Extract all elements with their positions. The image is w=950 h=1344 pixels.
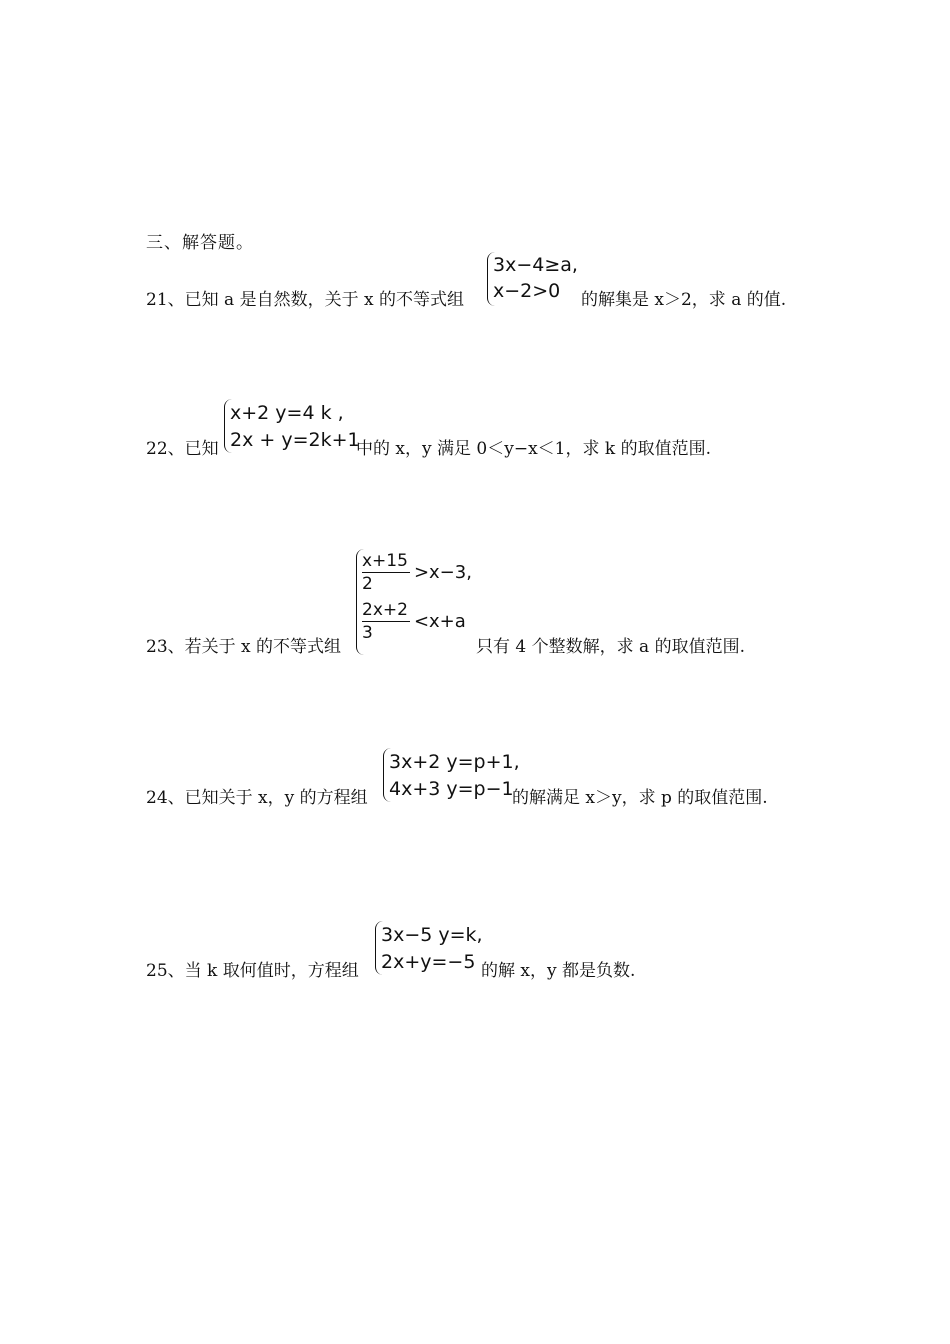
problem-24-equation-1: 3x+2 y=p+1, (389, 751, 520, 773)
section-title: 三、解答题。 (146, 233, 254, 253)
problem-23-fraction-2-numerator: 2x+2 (362, 600, 408, 620)
problem-22-equation-1: x+2 y=4 k , (230, 402, 344, 424)
problem-23-fraction-1 (362, 551, 410, 594)
problem-23-inequality-1 (362, 551, 472, 594)
problem-22-suffix: 中的 x，y 满足 0＜y−x＜1，求 k 的取值范围. (356, 439, 711, 459)
problem-25-equation-2: 2x+y=−5 (381, 951, 476, 973)
problem-23-inequality-2-rhs: <x+a (413, 611, 466, 632)
problem-24-prefix: 24、已知关于 x，y 的方程组 (146, 788, 368, 808)
problem-23-suffix: 只有 4 个整数解，求 a 的取值范围. (476, 637, 745, 657)
problem-25-equation-1: 3x−5 y=k, (381, 924, 483, 946)
problem-21-prefix: 21、已知 a 是自然数，关于 x 的不等式组 (146, 290, 464, 310)
problem-22-prefix: 22、已知 (146, 439, 219, 459)
problem-23-fraction-1-numerator: x+15 (362, 551, 408, 571)
problem-24-suffix: 的解满足 x＞y，求 p 的取值范围. (512, 788, 768, 808)
problem-25-suffix: 的解 x，y 都是负数. (481, 961, 636, 981)
problem-25-prefix: 25、当 k 取何值时，方程组 (146, 961, 359, 981)
problem-23-prefix: 23、若关于 x 的不等式组 (146, 637, 342, 657)
problem-23-fraction-2-denominator: 3 (362, 623, 373, 643)
problem-23-inequality-2 (362, 600, 466, 643)
problem-23-fraction-1-denominator: 2 (362, 574, 373, 594)
problem-21-suffix: 的解集是 x＞2，求 a 的值. (581, 290, 787, 310)
problem-24-equation-2: 4x+3 y=p−1 (389, 778, 514, 800)
problem-21-equation-2: x−2>0 (493, 280, 561, 302)
problem-23-fraction-2 (362, 600, 410, 643)
problem-22-equation-2: 2x + y=2k+1 (230, 429, 360, 451)
problem-23-inequality-1-rhs: >x−3, (413, 562, 472, 583)
problem-21-equation-1: 3x−4≥a, (493, 254, 578, 276)
